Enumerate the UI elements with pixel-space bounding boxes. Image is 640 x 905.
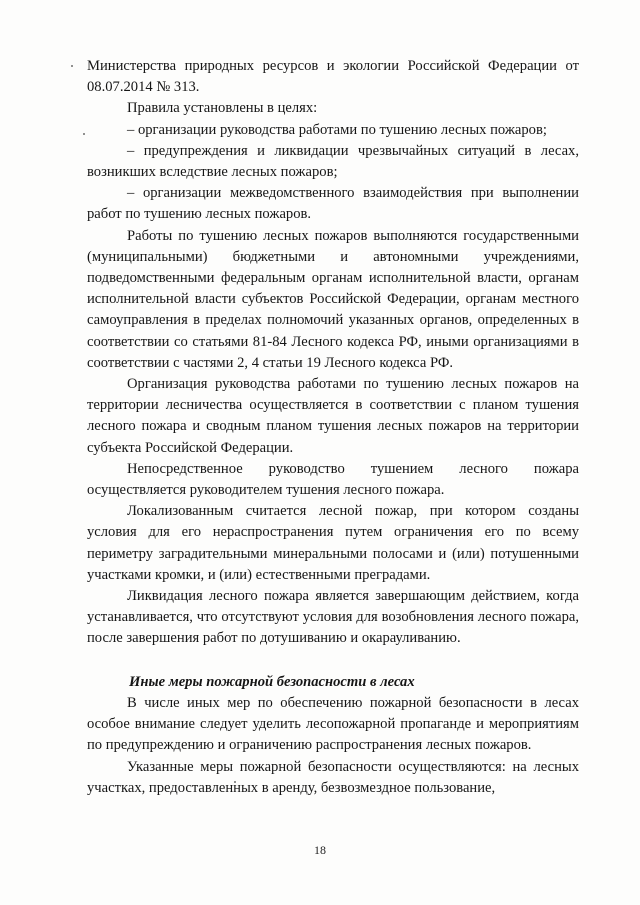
paragraph-organization: Организация руководства работами по тушению лесных пожаров на территории лесничества осуществляется в соответствии с планом тушения лесного пожара и сводным планом тушения лесных пожаров на территории субъекта Российской Федерации. — [87, 376, 579, 456]
paragraph-other-measures: В числе иных мер по обеспечению пожарной безопасности в лесах особое внимание следует уделить лесопожарной пропаганде и мероприятиям по предупреждению и ограничению распространения лесных пожаров. — [87, 694, 579, 754]
section-heading: Иные меры пожарной безопасности в лесах — [129, 673, 415, 690]
paragraph-continuation: Министерства природных ресурсов и экологии Российской Федерации от 08.07.2014 № 313. — [87, 58, 579, 96]
scan-speck — [71, 65, 73, 67]
paragraph-liquidation: Ликвидация лесного пожара является завершающим действием, когда устанавливается, что отсутствуют условия для возобновления лесного пожара, после завершения работ по дотушиванию и окарауливанию. — [87, 588, 579, 647]
list-item-interagency: – организации межведомственного взаимодействия при выполнении работ по тушению лесных пожаров. — [87, 185, 579, 223]
scan-speck — [83, 133, 85, 135]
paragraph-direct-management: Непосредственное руководство тушением лесного пожара осуществляется руководителем тушения лесного пожара. — [87, 460, 579, 499]
paragraph-localization: Локализованным считается лесной пожар, при котором созданы условия для его нераспространения путем ограничения его по всему периметру заградительными минеральными полосами и (или) потушенными участками кромки, и (или) естественными преградами. — [87, 503, 579, 583]
paragraph-measures-implementation: Указанные меры пожарной безопасности осуществляются: на лесных участках, предоставленных в аренду, безвозмездное пользование, — [87, 758, 579, 796]
page-number: 18 — [314, 843, 326, 857]
paragraph-executors: Работы по тушению лесных пожаров выполняются государственными (муниципальными) бюджетными и автономными учреждениями, подведомственными федеральным органам исполнительной власти, органам исполнительной власти субъектов Российской Федерации, органам местного самоуправления в пределах полномочий указанных органов, определенных в соответствии со статьями 81-84 Лесного кодекса РФ, иными организациями в соответствии с частями 2, 4 статьи 19 Лесного кодекса РФ. — [87, 227, 579, 371]
list-item-prevention: – предупреждения и ликвидации чрезвычайных ситуаций в лесах, возникших вследствие лесных пожаров; — [87, 142, 579, 181]
document-body — [87, 56, 579, 799]
list-item-management: – организации руководства работами по тушению лесных пожаров; — [127, 121, 547, 138]
paragraph-rules-purpose: Правила установлены в целях: — [127, 100, 318, 117]
